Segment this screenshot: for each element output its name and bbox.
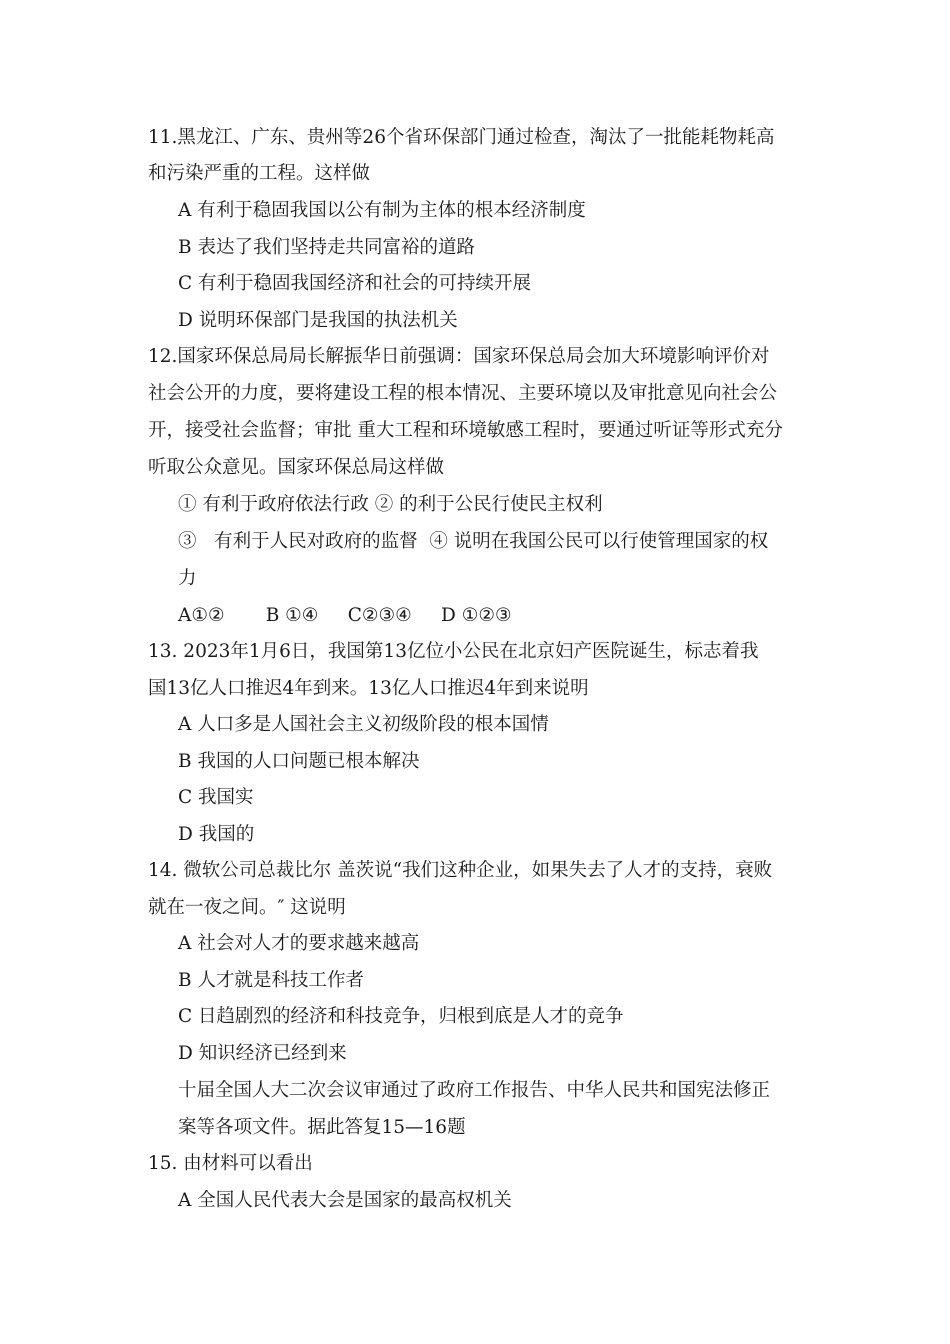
q15-stem-line-1: 15. 由材料可以看出: [148, 1153, 313, 1174]
q12-stem-line-1: 12.国家环保总局局长解振华日前强调：国家环保总局会加大环境影响评价对: [148, 346, 770, 367]
q15-option-a: A 全国人民代表大会是国家的最高权机关: [178, 1190, 512, 1211]
q14-stem-line-1: 14. 微软公司总裁比尔 盖茨说“我们这种企业，如果失去了人才的支持，衰败: [148, 860, 773, 881]
q14-stem-line-2: 就在一夜之间。″ 这说明: [148, 897, 346, 918]
q11-option-a: A 有利于稳固我国以公有制为主体的根本经济制度: [178, 200, 586, 221]
q12-stem-line-3: 开，接受社会监督；审批 重大工程和环境敏感工程时，要通过听证等形式充分: [148, 420, 783, 441]
q13-option-a: A 人口多是人国社会主义初级阶段的根本国情: [178, 714, 549, 735]
q14-option-b: B 人才就是科技工作者: [178, 970, 364, 991]
q11-option-d: D 说明环保部门是我国的执法机关: [178, 310, 458, 331]
q12-stem-line-2: 社会公开的力度，要将建设工程的根本情况、主要环境以及审批意见向社会公: [148, 383, 778, 404]
q12-choices: A①② B ①④ C②③④ D ①②③: [178, 605, 512, 626]
q11-stem-line-1: 11.黑龙江、广东、贵州等26个省环保部门通过检查，淘汰了一批能耗物耗高: [148, 127, 775, 148]
q14-option-d: D 知识经济已经到来: [178, 1043, 347, 1064]
q14-option-a: A 社会对人才的要求越来越高: [178, 933, 420, 954]
q13-option-d: D 我国的: [178, 824, 255, 845]
q12-items-line-2: ③ 有利于人民对政府的监督 ④ 说明在我国公民可以行使管理国家的权: [178, 531, 769, 552]
q11-option-b: B 表达了我们坚持走共同富裕的道路: [178, 237, 475, 258]
q12-items-line-3: 力: [178, 568, 197, 589]
material-line-1: 十届全国人大二次会议审通过了政府工作报告、中华人民共和国宪法修正: [178, 1080, 771, 1101]
q14-option-c: C 日趋剧烈的经济和科技竞争，归根到底是人才的竞争: [178, 1006, 624, 1027]
q13-option-b: B 我国的人口问题已根本解决: [178, 751, 420, 772]
q13-stem-line-2: 国13亿人口推迟4年到来。13亿人口推迟4年到来说明: [148, 678, 589, 699]
q13-option-c: C 我国实: [178, 787, 254, 808]
q12-items-line-1: ① 有利于政府依法行政 ② 的利于公民行使民主权利: [178, 494, 603, 515]
material-line-2: 案等各项文件。据此答复15—16题: [178, 1117, 466, 1138]
q11-option-c: C 有利于稳固我国经济和社会的可持续开展: [178, 273, 532, 294]
q11-stem-line-2: 和污染严重的工程。这样做: [148, 163, 371, 184]
q12-stem-line-4: 听取公众意见。国家环保总局这样做: [148, 457, 445, 478]
q13-stem-line-1: 13. 2023年1月6日，我国第13亿位小公民在北京妇产医院诞生，标志着我: [148, 641, 759, 662]
